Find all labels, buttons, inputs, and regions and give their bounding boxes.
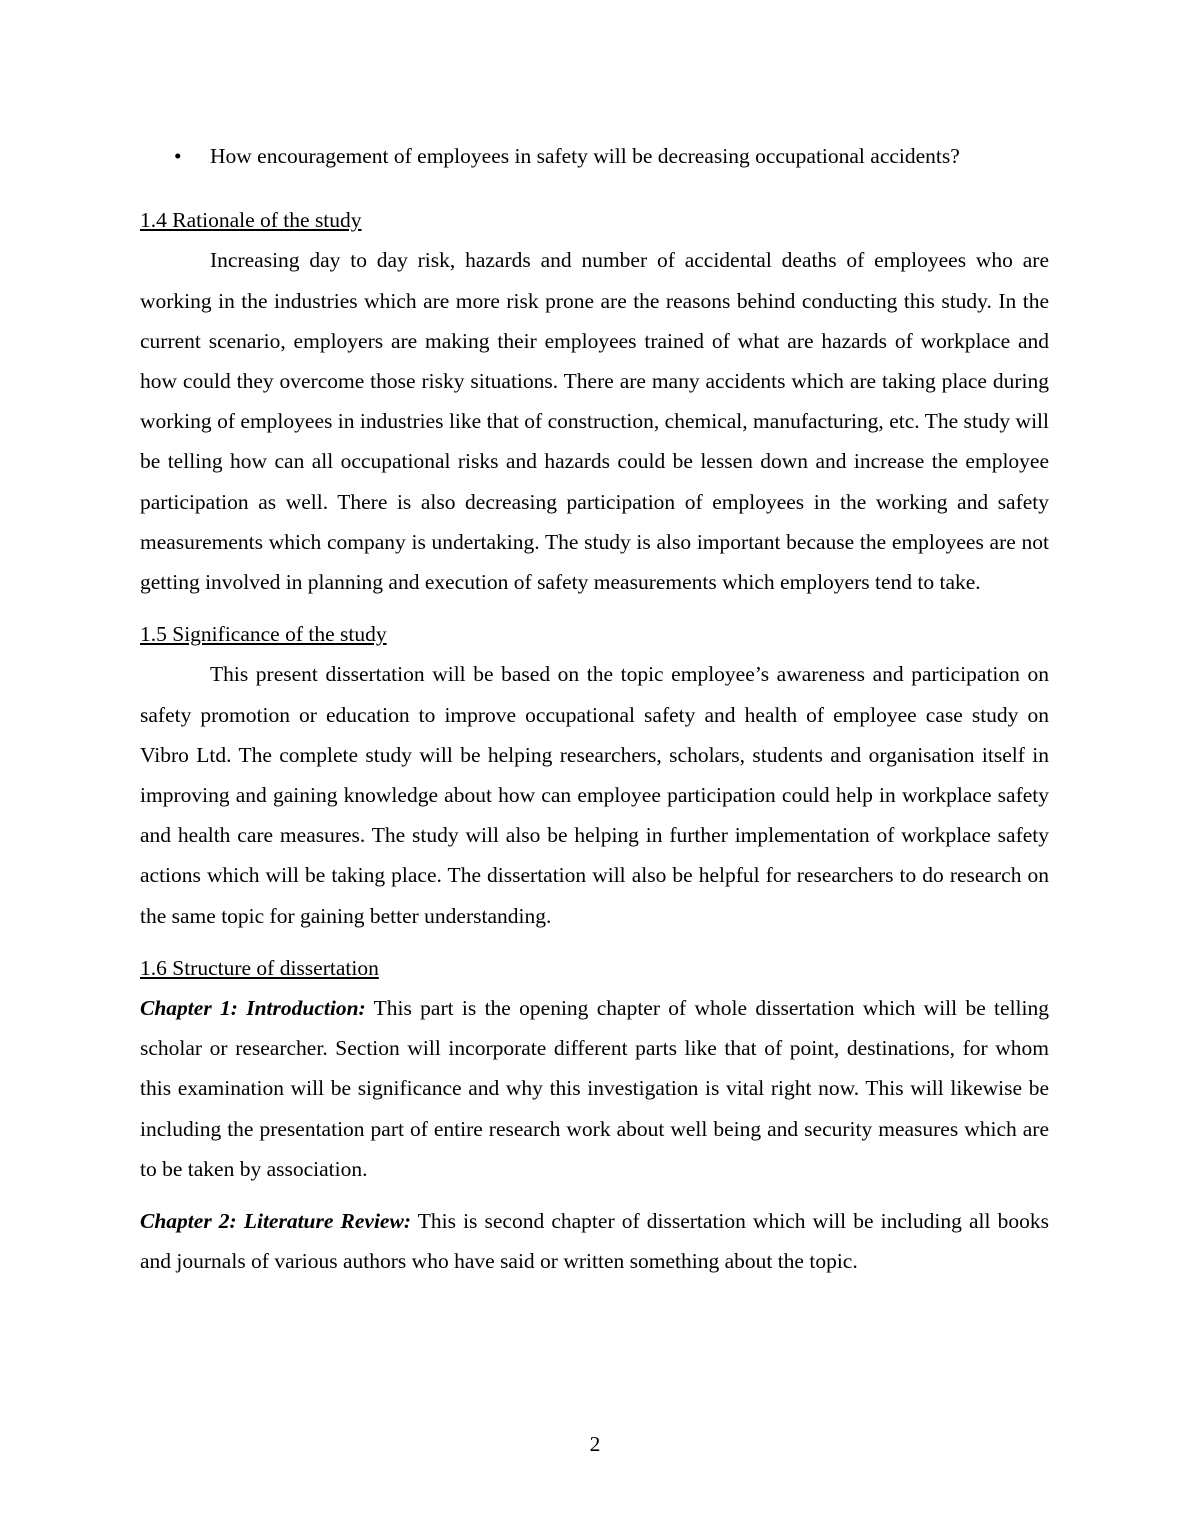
section-heading-significance: 1.5 Significance of the study [140,622,387,647]
chapter-1-label: Chapter 1: Introduction: [140,996,366,1021]
page-body [140,136,1049,1293]
section-paragraph-rationale: Increasing day to day risk, hazards and number of accidental deaths of employees who are working in the industries which are more risk prone are the reasons behind conducting this study. In the current scenario, employers are making their employees trained of what are hazards of workplace and how could they overcome those risky situations. There are many accidents which are taking place during working of employees in industries like that of construction, chemical, manufacturing, etc. The study will be telling how can all occupational risks and hazards could be lessen down and increase the employee participation as well. There is also decreasing participation of employees in the working and safety measurements which company is undertaking. The study is also important because the employees are not getting involved in planning and execution of safety measurements which employers tend to take. [140,248,1049,595]
chapter-2-paragraph [140,1201,1049,1281]
section-heading-rationale: 1.4 Rationale of the study [140,208,362,233]
bullet-icon: • [174,144,182,168]
section-paragraph-significance: This present dissertation will be based on the topic employee’s awareness and participation on safety promotion or education to improve occupational safety and health of employee case study on Vibro Ltd. The complete study will be helping researchers, scholars, students and organisation itself in improving and gaining knowledge about how can employee participation could help in workplace safety and health care measures. The study will also be helping in further implementation of workplace safety actions which will be taking place. The dissertation will also be helpful for researchers to do research on the same topic for gaining better understanding. [140,662,1049,928]
bullet-text: How encouragement of employees in safety will be decreasing occupational accidents? [210,144,960,168]
page-number: 2 [589,1432,601,1456]
section-heading-structure: 1.6 Structure of dissertation [140,955,379,980]
research-question-bullet [140,136,1049,176]
chapter-2-text: This is second chapter of dissertation which will be including all books and journals of various authors who have said or written something about the topic. [140,1209,1049,1274]
chapter-2-label: Chapter 2: Literature Review: [140,1209,411,1234]
chapter-1-text: This part is the opening chapter of whole dissertation which will be telling scholar or researcher. Section will incorporate different parts like that of point, destinations, for whom this examination will be significance and why this investigation is vital right now. This will likewise be including the presentation part of entire research work about well being and security measures which are to be taken by association. [140,996,1049,1181]
chapter-1-paragraph [140,988,1049,1189]
